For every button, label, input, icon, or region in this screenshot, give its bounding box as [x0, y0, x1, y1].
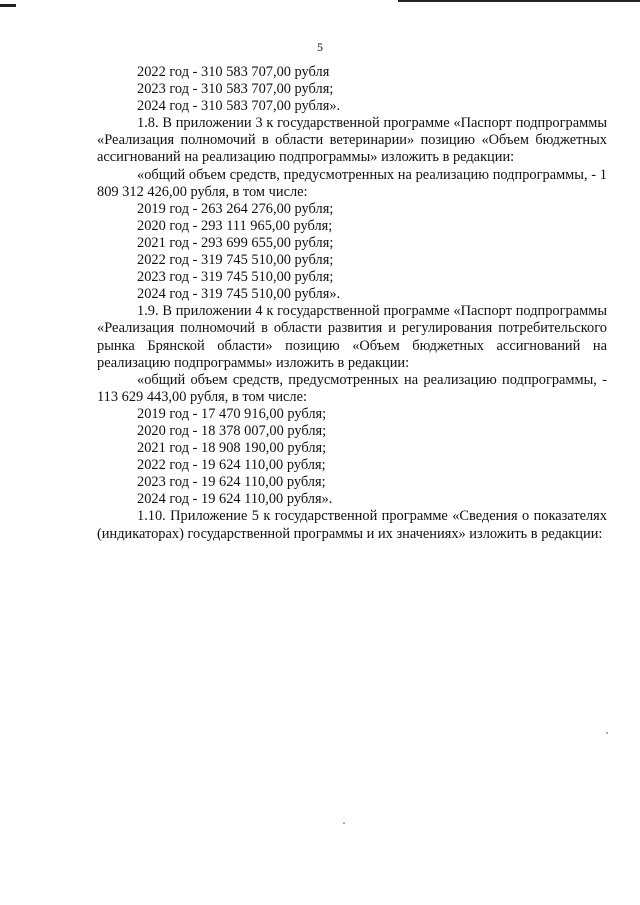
- section-1-9: [97, 303, 607, 508]
- year-line: 2022 год - 319 745 510,00 рубля;: [137, 252, 334, 269]
- year-line: 2024 год - 19 624 110,00 рубля».: [137, 491, 333, 508]
- section-1-8-intro: 1.8. В приложении 3 к государственной программе «Паспорт подпрограммы «Реализация полномочий в области ветеринарии» позицию «Объем бюджетных ассигнований на реализацию подпрограммы» изложить в редакции:: [97, 115, 607, 166]
- year-line: 2021 год - 18 908 190,00 рубля;: [137, 440, 327, 457]
- scan-speck: [606, 732, 608, 734]
- section-1-7-years: [97, 64, 607, 115]
- year-line: 2023 год - 19 624 110,00 рубля;: [137, 474, 326, 491]
- year-line: 2019 год - 263 264 276,00 рубля;: [137, 200, 334, 217]
- section-1-9-total: «общий объем средств, предусмотренных на реализацию подпрограммы, - 113 629 443,00 рубля, в том числе:: [97, 371, 607, 405]
- year-line: 2023 год - 319 745 510,00 рубля;: [137, 269, 334, 286]
- year-line: 2023 год - 310 583 707,00 рубля;: [137, 81, 334, 98]
- scan-edge-line: [398, 0, 640, 2]
- year-line: 2022 год - 310 583 707,00 рубля: [137, 64, 330, 80]
- year-line: 2019 год - 17 470 916,00 рубля;: [137, 405, 327, 422]
- section-1-10: [97, 508, 607, 542]
- section-1-8: [97, 115, 607, 303]
- year-line: 2020 год - 18 378 007,00 рубля;: [137, 422, 327, 439]
- section-1-9-intro: 1.9. В приложении 4 к государственной программе «Паспорт подпрограммы «Реализация полномочий в области развития и регулирования потребительского рынка Брянской области» позицию «Объем бюджетных ассигнований на реализацию подпрограммы» изложить в редакции:: [97, 303, 607, 371]
- year-line: 2021 год - 293 699 655,00 рубля;: [137, 234, 334, 251]
- document-body: [97, 64, 607, 543]
- scan-edge-mark: [0, 4, 16, 7]
- year-line: 2024 год - 319 745 510,00 рубля».: [137, 286, 341, 303]
- year-line: 2020 год - 293 111 965,00 рубля;: [137, 217, 333, 234]
- section-1-8-total: «общий объем средств, предусмотренных на реализацию подпрограммы, - 1 809 312 426,00 рубля, в том числе:: [97, 166, 607, 200]
- scan-speck: [343, 822, 345, 824]
- year-line: 2022 год - 19 624 110,00 рубля;: [137, 457, 326, 474]
- year-line: 2024 год - 310 583 707,00 рубля».: [137, 98, 341, 115]
- page-number: 5: [317, 40, 323, 54]
- section-1-10-intro: 1.10. Приложение 5 к государственной программе «Сведения о показателях (индикаторах) государственной программы и их значениях» изложить в редакции:: [97, 508, 607, 542]
